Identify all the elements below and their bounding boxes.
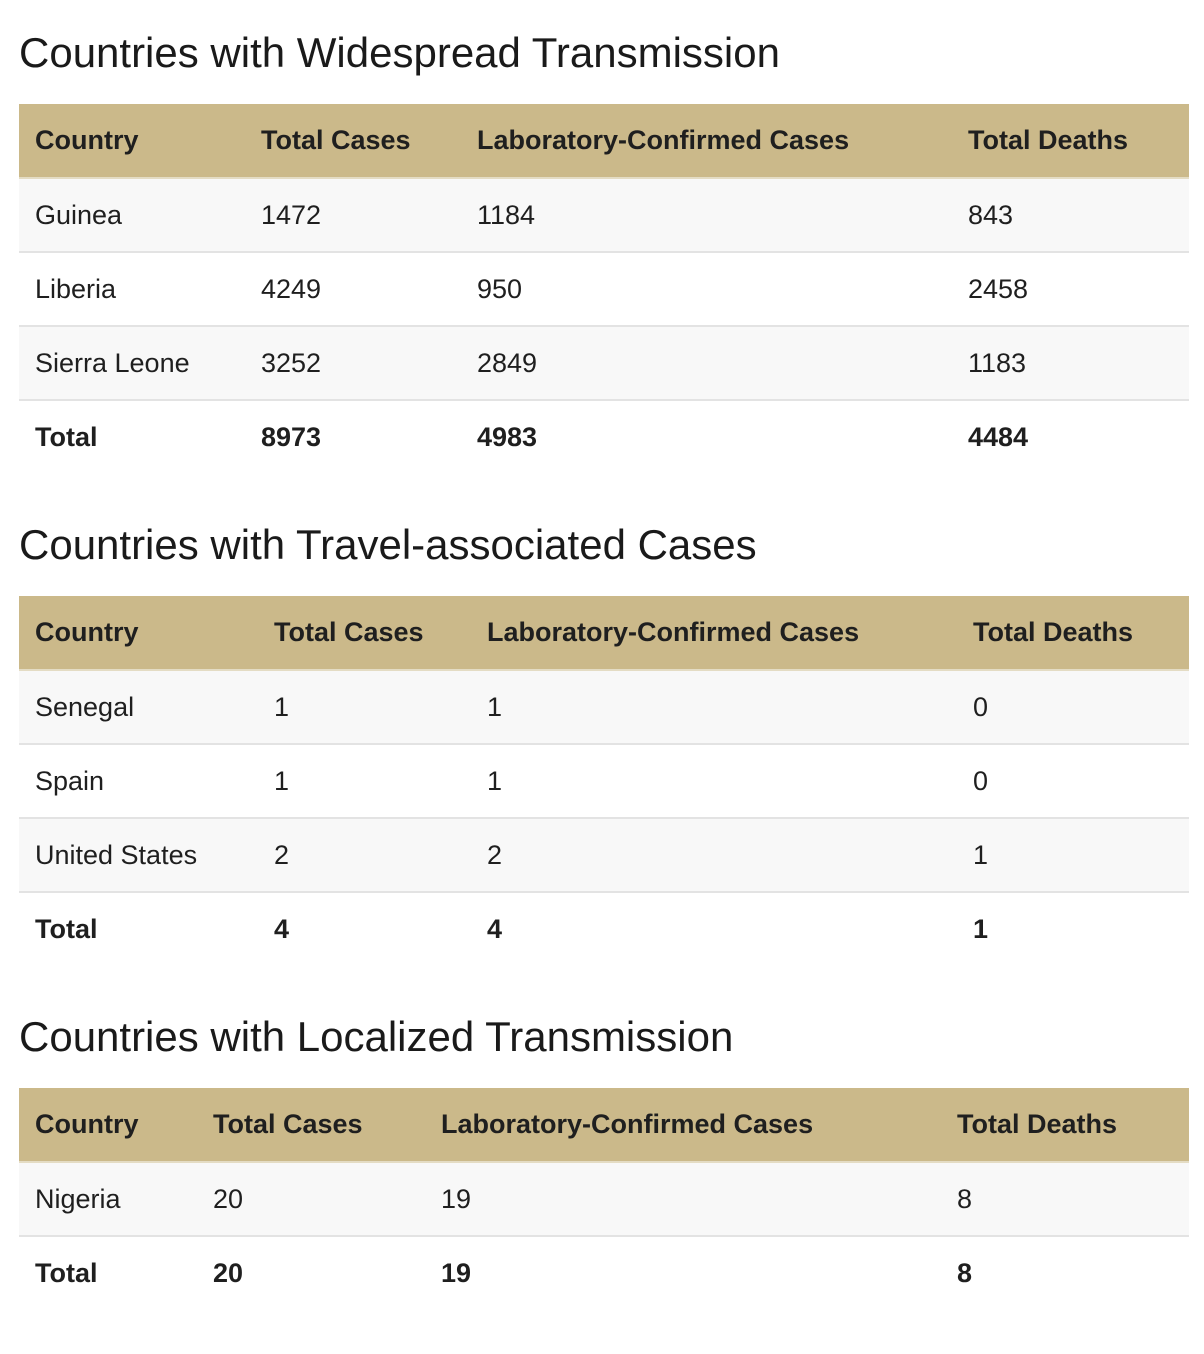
column-header-total-deaths: Total Deaths	[952, 104, 1189, 178]
cell-lab-confirmed-cases: 1	[487, 691, 503, 722]
table-total-row	[19, 892, 1189, 966]
cell-lab-confirmed-sum: 4	[487, 914, 503, 944]
table-total-row	[19, 400, 1189, 474]
cell-total-cases: 3252	[261, 347, 322, 378]
column-header-lab-confirmed-cases: Laboratory-Confirmed Cases	[471, 596, 957, 670]
table-total-row	[19, 1236, 1189, 1310]
cell-lab-confirmed-cases: 1	[487, 765, 503, 796]
cell-lab-confirmed-cases: 2849	[477, 347, 538, 378]
cell-total-label: Total	[35, 1258, 98, 1288]
cell-lab-confirmed-sum: 19	[441, 1258, 472, 1288]
section-widespread-transmission	[19, 28, 1189, 474]
table-row	[19, 670, 1189, 744]
column-header-country: Country	[19, 104, 245, 178]
column-header-total-deaths: Total Deaths	[957, 596, 1189, 670]
cell-lab-confirmed-sum: 4983	[477, 422, 538, 452]
section-title: Countries with Travel-associated Cases	[19, 521, 757, 568]
cell-total-deaths: 8	[957, 1183, 973, 1214]
cell-lab-confirmed-cases: 19	[441, 1183, 472, 1214]
table-row	[19, 1162, 1189, 1236]
cell-total-cases-sum: 8973	[261, 422, 322, 452]
widespread-transmission-table	[19, 104, 1189, 474]
table-row	[19, 818, 1189, 892]
cell-country: Guinea	[35, 199, 123, 230]
column-header-country: Country	[19, 1088, 197, 1162]
section-localized-transmission	[19, 1012, 1189, 1310]
table-row	[19, 326, 1189, 400]
cell-total-deaths: 0	[973, 765, 989, 796]
cell-total-deaths-sum: 4484	[968, 422, 1029, 452]
cell-country: Liberia	[35, 273, 117, 304]
cell-lab-confirmed-cases: 1184	[477, 199, 536, 230]
cell-total-deaths: 1183	[968, 347, 1027, 378]
cell-total-cases-sum: 4	[274, 914, 290, 944]
cell-total-deaths-sum: 1	[973, 914, 989, 944]
column-header-total-deaths: Total Deaths	[941, 1088, 1189, 1162]
cell-total-deaths: 1	[973, 839, 989, 870]
cell-lab-confirmed-cases: 950	[477, 273, 523, 304]
table-header-row	[19, 1088, 1189, 1162]
cell-country: Senegal	[35, 691, 135, 722]
cell-total-deaths: 2458	[968, 273, 1029, 304]
table-row	[19, 178, 1189, 252]
cell-total-cases: 1472	[261, 199, 322, 230]
cell-total-cases-sum: 20	[213, 1258, 244, 1288]
column-header-lab-confirmed-cases: Laboratory-Confirmed Cases	[425, 1088, 941, 1162]
cell-total-label: Total	[35, 914, 98, 944]
column-header-country: Country	[19, 596, 258, 670]
cell-total-cases: 4249	[261, 273, 322, 304]
column-header-total-cases: Total Cases	[258, 596, 471, 670]
column-header-lab-confirmed-cases: Laboratory-Confirmed Cases	[461, 104, 952, 178]
section-travel-associated-cases	[19, 520, 1189, 966]
cell-total-deaths: 843	[968, 199, 1014, 230]
column-header-total-cases: Total Cases	[245, 104, 461, 178]
travel-associated-cases-table	[19, 596, 1189, 966]
cell-country: Sierra Leone	[35, 347, 190, 378]
cell-total-deaths: 0	[973, 691, 989, 722]
cell-total-cases: 2	[274, 839, 290, 870]
cell-country: United States	[35, 839, 198, 870]
localized-transmission-table	[19, 1088, 1189, 1310]
column-header-total-cases: Total Cases	[197, 1088, 425, 1162]
cell-total-cases: 1	[274, 765, 290, 796]
cell-total-deaths-sum: 8	[957, 1258, 973, 1288]
table-header-row	[19, 104, 1189, 178]
section-title: Countries with Localized Transmission	[19, 1013, 734, 1060]
cell-total-label: Total	[35, 422, 98, 452]
section-title: Countries with Widespread Transmission	[19, 29, 780, 76]
cell-country: Nigeria	[35, 1183, 121, 1214]
cell-total-cases: 20	[213, 1183, 244, 1214]
cell-lab-confirmed-cases: 2	[487, 839, 503, 870]
cell-total-cases: 1	[274, 691, 290, 722]
table-row	[19, 744, 1189, 818]
table-header-row	[19, 596, 1189, 670]
table-row	[19, 252, 1189, 326]
cell-country: Spain	[35, 765, 105, 796]
